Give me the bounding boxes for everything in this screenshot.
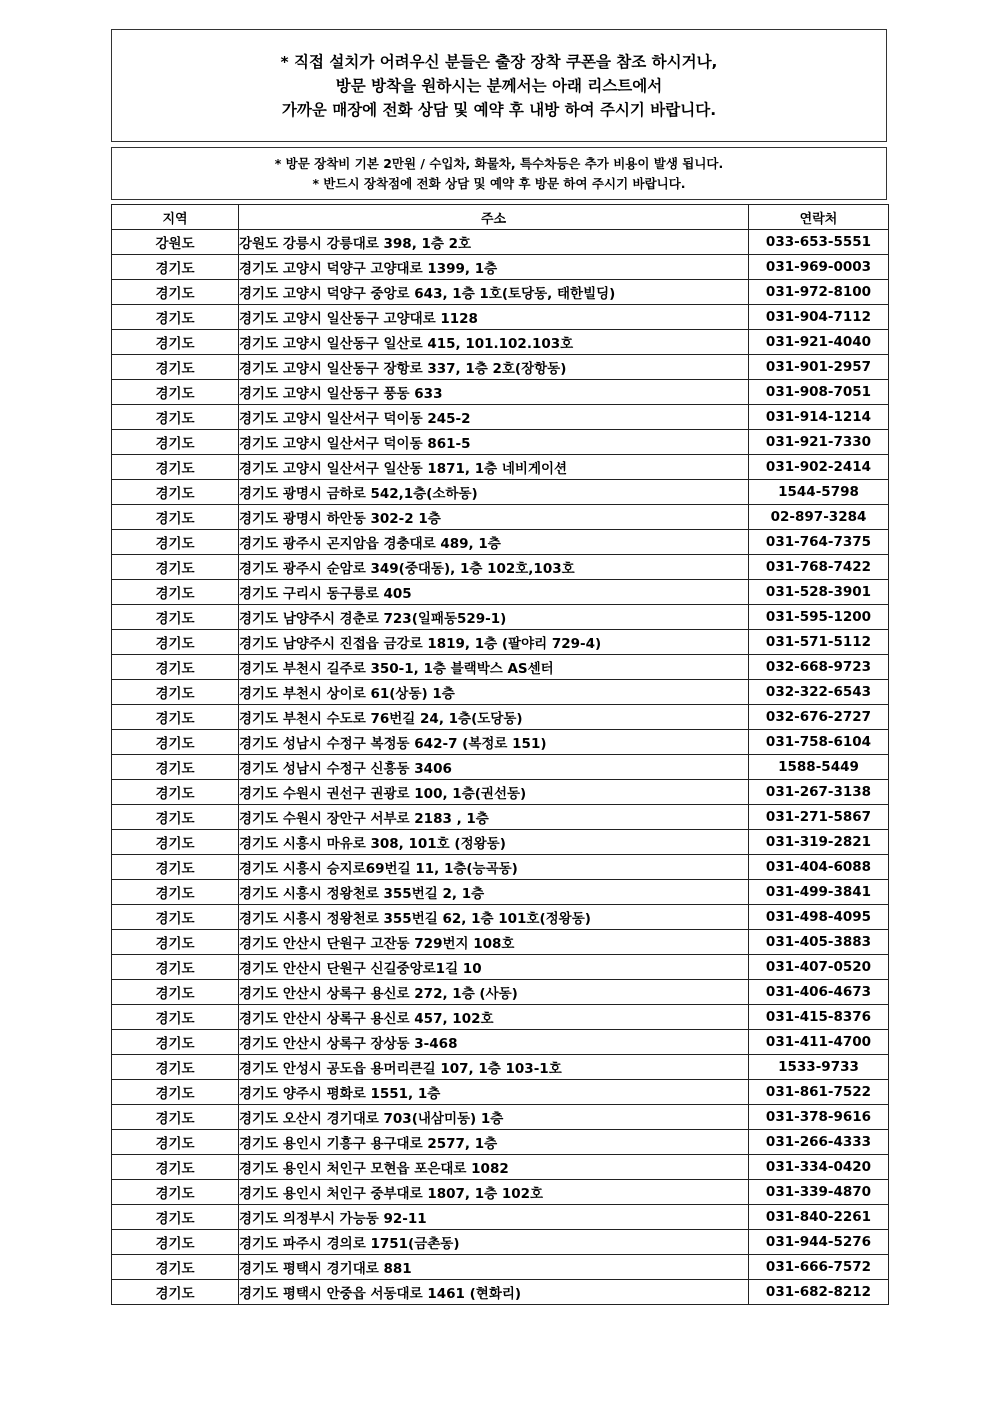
phone-cell: 031-405-3883: [749, 930, 889, 955]
table-row: [112, 880, 889, 905]
region-cell: 경기도: [112, 855, 239, 880]
table-row: [112, 1180, 889, 1205]
address-cell: 경기도 수원시 장안구 서부로 2183 , 1층: [239, 805, 749, 830]
table-row: [112, 780, 889, 805]
region-cell: 경기도: [112, 1080, 239, 1105]
region-cell: 경기도: [112, 530, 239, 555]
region-cell: 경기도: [112, 1205, 239, 1230]
table-row: [112, 705, 889, 730]
table-row: [112, 230, 889, 255]
phone-cell: 031-861-7522: [749, 1080, 889, 1105]
store-rows: [112, 230, 889, 1305]
phone-cell: 031-972-8100: [749, 280, 889, 305]
region-cell: 경기도: [112, 1105, 239, 1130]
table-row: [112, 1105, 889, 1130]
table-row: [112, 805, 889, 830]
region-cell: 경기도: [112, 905, 239, 930]
region-cell: 경기도: [112, 480, 239, 505]
phone-cell: 031-840-2261: [749, 1205, 889, 1230]
table-row: [112, 405, 889, 430]
address-cell: 경기도 시흥시 승지로69번길 11, 1층(능곡동): [239, 855, 749, 880]
phone-cell: 031-944-5276: [749, 1230, 889, 1255]
region-cell: 경기도: [112, 580, 239, 605]
table-row: [112, 655, 889, 680]
table-row: [112, 1130, 889, 1155]
region-cell: 경기도: [112, 1280, 239, 1305]
phone-cell: 031-764-7375: [749, 530, 889, 555]
phone-cell: 031-921-7330: [749, 430, 889, 455]
region-cell: 경기도: [112, 705, 239, 730]
phone-cell: 031-378-9616: [749, 1105, 889, 1130]
address-cell: 경기도 광주시 순암로 349(중대동), 1층 102호,103호: [239, 555, 749, 580]
installation-notice-box: [111, 29, 887, 142]
address-cell: 경기도 용인시 처인구 중부대로 1807, 1층 102호: [239, 1180, 749, 1205]
region-cell: 경기도: [112, 380, 239, 405]
phone-cell: 1533-9733: [749, 1055, 889, 1080]
address-cell: 경기도 시흥시 정왕천로 355번길 62, 1층 101호(정왕동): [239, 905, 749, 930]
table-row: [112, 1255, 889, 1280]
address-cell: 경기도 성남시 수정구 복정동 642-7 (복정로 151): [239, 730, 749, 755]
region-cell: 경기도: [112, 805, 239, 830]
phone-cell: 031-969-0003: [749, 255, 889, 280]
phone-cell: 031-904-7112: [749, 305, 889, 330]
address-cell: 경기도 안산시 상록구 장상동 3-468: [239, 1030, 749, 1055]
region-cell: 경기도: [112, 955, 239, 980]
region-cell: 경기도: [112, 430, 239, 455]
phone-cell: 032-676-2727: [749, 705, 889, 730]
phone-cell: 031-682-8212: [749, 1280, 889, 1305]
address-cell: 경기도 안산시 상록구 용신로 272, 1층 (사동): [239, 980, 749, 1005]
address-cell: 경기도 고양시 일산서구 일산동 1871, 1층 네비게이션: [239, 455, 749, 480]
table-row: [112, 430, 889, 455]
phone-cell: 031-902-2414: [749, 455, 889, 480]
table-row: [112, 630, 889, 655]
address-cell: 경기도 고양시 일산동구 풍동 633: [239, 380, 749, 405]
table-row: [112, 955, 889, 980]
region-cell: 경기도: [112, 1030, 239, 1055]
region-cell: 경기도: [112, 1155, 239, 1180]
phone-cell: 031-595-1200: [749, 605, 889, 630]
phone-cell: 031-571-5112: [749, 630, 889, 655]
notice-line: 가까운 매장에 전화 상담 및 예약 후 내방 하여 주시기 바랍니다.: [281, 100, 717, 119]
table-row: [112, 1080, 889, 1105]
region-cell: 경기도: [112, 555, 239, 580]
table-row: [112, 305, 889, 330]
address-cell: 경기도 고양시 일산동구 장항로 337, 1층 2호(장항동): [239, 355, 749, 380]
region-cell: 경기도: [112, 355, 239, 380]
address-cell: 경기도 시흥시 마유로 308, 101호 (정왕동): [239, 830, 749, 855]
phone-cell: 031-908-7051: [749, 380, 889, 405]
phone-cell: 031-666-7572: [749, 1255, 889, 1280]
region-cell: 경기도: [112, 1005, 239, 1030]
table-row: [112, 980, 889, 1005]
address-cell: 경기도 시흥시 정왕천로 355번길 2, 1층: [239, 880, 749, 905]
address-cell: 경기도 구리시 동구릉로 405: [239, 580, 749, 605]
region-cell: 경기도: [112, 605, 239, 630]
region-cell: 경기도: [112, 680, 239, 705]
region-cell: 경기도: [112, 455, 239, 480]
address-cell: 경기도 고양시 일산서구 덕이동 245-2: [239, 405, 749, 430]
table-row: [112, 380, 889, 405]
store-list-table: [111, 204, 889, 1305]
region-cell: 경기도: [112, 1230, 239, 1255]
phone-cell: 031-498-4095: [749, 905, 889, 930]
address-cell: 경기도 고양시 일산동구 고양대로 1128: [239, 305, 749, 330]
notice-line: 방문 방착을 원하시는 분께서는 아래 리스트에서: [335, 76, 663, 95]
visit-fee-notice-box: [111, 147, 887, 200]
phone-cell: 031-334-0420: [749, 1155, 889, 1180]
address-cell: 경기도 부천시 수도로 76번길 24, 1층(도당동): [239, 705, 749, 730]
phone-cell: 031-758-6104: [749, 730, 889, 755]
address-cell: 경기도 안산시 단원구 고잔동 729번지 108호: [239, 930, 749, 955]
region-cell: 경기도: [112, 405, 239, 430]
address-cell: 경기도 부천시 상이로 61(상동) 1층: [239, 680, 749, 705]
region-cell: 경기도: [112, 930, 239, 955]
region-cell: 경기도: [112, 1130, 239, 1155]
table-row: [112, 1055, 889, 1080]
region-cell: 경기도: [112, 280, 239, 305]
table-row: [112, 1205, 889, 1230]
region-cell: 경기도: [112, 505, 239, 530]
phone-cell: 031-407-0520: [749, 955, 889, 980]
column-header-address: 주소: [239, 205, 749, 230]
phone-cell: 031-901-2957: [749, 355, 889, 380]
address-cell: 경기도 평택시 안중읍 서동대로 1461 (현화리): [239, 1280, 749, 1305]
table-row: [112, 530, 889, 555]
phone-cell: 031-404-6088: [749, 855, 889, 880]
address-cell: 경기도 안산시 단원구 신길중앙로1길 10: [239, 955, 749, 980]
table-row: [112, 555, 889, 580]
notice-line: * 직접 설치가 어려우신 분들은 출장 장착 쿠폰을 참조 하시거나,: [280, 52, 718, 71]
phone-cell: 033-653-5551: [749, 230, 889, 255]
phone-cell: 02-897-3284: [749, 505, 889, 530]
region-cell: 경기도: [112, 980, 239, 1005]
address-cell: 강원도 강릉시 강릉대로 398, 1층 2호: [239, 230, 749, 255]
table-row: [112, 255, 889, 280]
region-cell: 경기도: [112, 1255, 239, 1280]
table-row: [112, 1230, 889, 1255]
phone-cell: 031-266-4333: [749, 1130, 889, 1155]
address-cell: 경기도 의정부시 가능동 92-11: [239, 1205, 749, 1230]
address-cell: 경기도 고양시 덕양구 고양대로 1399, 1층: [239, 255, 749, 280]
phone-cell: 031-339-4870: [749, 1180, 889, 1205]
table-row: [112, 330, 889, 355]
phone-cell: 031-415-8376: [749, 1005, 889, 1030]
phone-cell: 031-406-4673: [749, 980, 889, 1005]
address-cell: 경기도 용인시 처인구 모현읍 포은대로 1082: [239, 1155, 749, 1180]
table-header-row: [112, 205, 889, 230]
address-cell: 경기도 안산시 상록구 용신로 457, 102호: [239, 1005, 749, 1030]
phone-cell: 1544-5798: [749, 480, 889, 505]
phone-cell: 032-322-6543: [749, 680, 889, 705]
region-cell: 경기도: [112, 305, 239, 330]
address-cell: 경기도 파주시 경의로 1751(금촌동): [239, 1230, 749, 1255]
phone-cell: 032-668-9723: [749, 655, 889, 680]
column-header-phone: 연락처: [749, 205, 889, 230]
column-header-region: 지역: [112, 205, 239, 230]
fee-notice-line: * 방문 장착비 기본 2만원 / 수입차, 화물차, 특수차등은 추가 비용이 발생 됩니다.: [274, 155, 724, 171]
phone-cell: 031-411-4700: [749, 1030, 889, 1055]
table-row: [112, 1280, 889, 1305]
table-row: [112, 480, 889, 505]
phone-cell: 031-499-3841: [749, 880, 889, 905]
table-row: [112, 830, 889, 855]
table-row: [112, 855, 889, 880]
address-cell: 경기도 고양시 일산서구 덕이동 861-5: [239, 430, 749, 455]
address-cell: 경기도 오산시 경기대로 703(내삼미동) 1층: [239, 1105, 749, 1130]
table-row: [112, 1030, 889, 1055]
table-row: [112, 730, 889, 755]
address-cell: 경기도 성남시 수정구 신흥동 3406: [239, 755, 749, 780]
table-row: [112, 755, 889, 780]
address-cell: 경기도 용인시 기흥구 용구대로 2577, 1층: [239, 1130, 749, 1155]
region-cell: 경기도: [112, 330, 239, 355]
address-cell: 경기도 고양시 덕양구 중앙로 643, 1층 1호(토당동, 태한빌딩): [239, 280, 749, 305]
table-row: [112, 280, 889, 305]
phone-cell: 031-768-7422: [749, 555, 889, 580]
table-row: [112, 905, 889, 930]
table-row: [112, 355, 889, 380]
address-cell: 경기도 남양주시 경춘로 723(일패동529-1): [239, 605, 749, 630]
region-cell: 경기도: [112, 880, 239, 905]
region-cell: 경기도: [112, 255, 239, 280]
region-cell: 경기도: [112, 630, 239, 655]
address-cell: 경기도 광명시 금하로 542,1층(소하동): [239, 480, 749, 505]
region-cell: 강원도: [112, 230, 239, 255]
region-cell: 경기도: [112, 780, 239, 805]
address-cell: 경기도 고양시 일산동구 일산로 415, 101.102.103호: [239, 330, 749, 355]
fee-notice-line: * 반드시 장착점에 전화 상담 및 예약 후 방문 하여 주시기 바랍니다.: [312, 175, 686, 191]
table-row: [112, 680, 889, 705]
region-cell: 경기도: [112, 730, 239, 755]
phone-cell: 1588-5449: [749, 755, 889, 780]
address-cell: 경기도 평택시 경기대로 881: [239, 1255, 749, 1280]
region-cell: 경기도: [112, 1180, 239, 1205]
address-cell: 경기도 수원시 권선구 권광로 100, 1층(권선동): [239, 780, 749, 805]
table-row: [112, 580, 889, 605]
phone-cell: 031-914-1214: [749, 405, 889, 430]
phone-cell: 031-271-5867: [749, 805, 889, 830]
table-row: [112, 1005, 889, 1030]
address-cell: 경기도 안성시 공도읍 용머리큰길 107, 1층 103-1호: [239, 1055, 749, 1080]
region-cell: 경기도: [112, 655, 239, 680]
address-cell: 경기도 광주시 곤지암읍 경충대로 489, 1층: [239, 530, 749, 555]
address-cell: 경기도 남양주시 진접읍 금강로 1819, 1층 (팔야리 729-4): [239, 630, 749, 655]
region-cell: 경기도: [112, 830, 239, 855]
table-row: [112, 1155, 889, 1180]
region-cell: 경기도: [112, 755, 239, 780]
phone-cell: 031-319-2821: [749, 830, 889, 855]
phone-cell: 031-921-4040: [749, 330, 889, 355]
table-row: [112, 930, 889, 955]
address-cell: 경기도 양주시 평화로 1551, 1층: [239, 1080, 749, 1105]
address-cell: 경기도 광명시 하안동 302-2 1층: [239, 505, 749, 530]
table-row: [112, 455, 889, 480]
phone-cell: 031-267-3138: [749, 780, 889, 805]
table-row: [112, 605, 889, 630]
address-cell: 경기도 부천시 길주로 350-1, 1층 블랙박스 AS센터: [239, 655, 749, 680]
table-row: [112, 505, 889, 530]
region-cell: 경기도: [112, 1055, 239, 1080]
phone-cell: 031-528-3901: [749, 580, 889, 605]
